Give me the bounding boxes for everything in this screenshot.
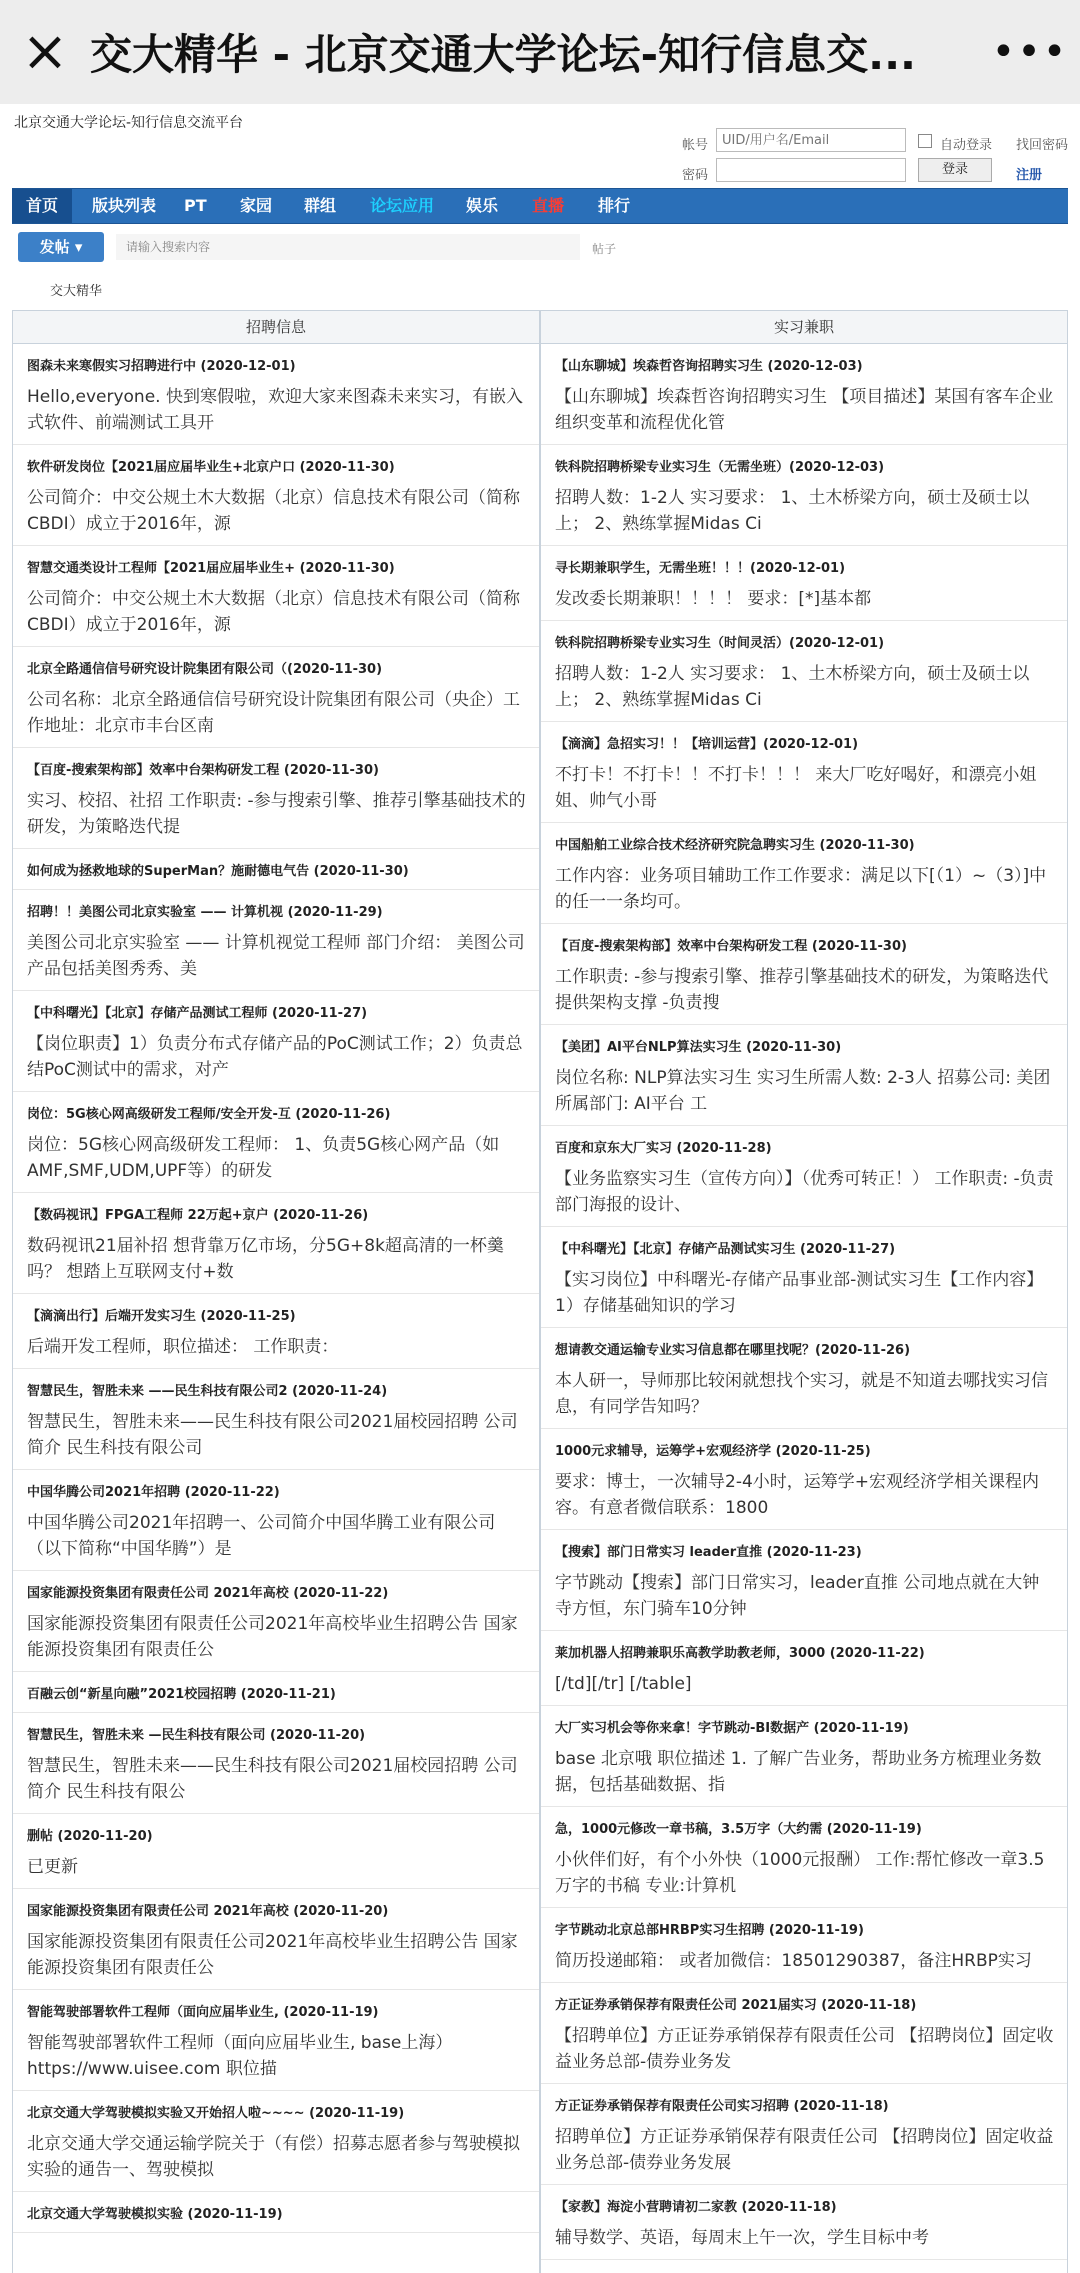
post-excerpt: [/td][/tr] [/table] bbox=[555, 1674, 692, 1694]
auto-login-label: 自动登录 bbox=[940, 138, 993, 153]
post-title[interactable]: 【滴滴】急招实习！！【培训运营】(2020-12-01) bbox=[555, 737, 859, 752]
post-excerpt: 不打卡！不打卡！！不打卡！！！ 来大厂吃好喝好，和漂亮小姐姐、帅气小哥 bbox=[555, 765, 1037, 811]
post-title[interactable]: 【百度-搜索架构部】效率中台架构研发工程 (2020-11-30) bbox=[555, 939, 907, 954]
list-item[interactable] bbox=[13, 1369, 539, 1470]
internship-header: 实习兼职 bbox=[541, 311, 1067, 344]
register-link[interactable]: 注册 bbox=[1016, 168, 1043, 183]
site-logo-text: 北京交通大学论坛-知行信息交流平台 bbox=[14, 115, 244, 131]
list-item[interactable] bbox=[541, 1983, 1067, 2084]
post-title[interactable]: 智能驾驶部署软件工程师（面向应届毕业生, (2020-11-19) bbox=[27, 2005, 379, 2020]
list-item[interactable] bbox=[13, 1814, 539, 1889]
main-nav bbox=[12, 188, 1068, 224]
post-excerpt: 岗位名称: NLP算法实习生 实习生所需人数: 2-3人 招募公司: 美团所属部门: AI平台 工 bbox=[555, 1068, 1051, 1114]
post-title[interactable]: 删帖 (2020-11-20) bbox=[27, 1829, 153, 1844]
recruitment-list bbox=[13, 344, 539, 2233]
list-item[interactable] bbox=[541, 546, 1067, 621]
post-title[interactable]: 【搜索】部门日常实习 leader直推 (2020-11-23) bbox=[555, 1545, 862, 1560]
post-title[interactable]: 【山东聊城】埃森哲咨询招聘实习生 (2020-12-03) bbox=[555, 359, 863, 374]
search-bar bbox=[12, 228, 1068, 268]
post-title[interactable]: 【数码视讯】FPGA工程师 22万起+京户 (2020-11-26) bbox=[27, 1208, 369, 1223]
list-item[interactable] bbox=[13, 2192, 539, 2233]
nav-item-groups[interactable]: 群组 bbox=[304, 196, 337, 215]
list-item[interactable] bbox=[13, 647, 539, 748]
browser-titlebar bbox=[0, 0, 1080, 104]
list-item[interactable] bbox=[13, 1990, 539, 2091]
list-item[interactable] bbox=[541, 722, 1067, 823]
post-title[interactable]: 百度和京东大厂实习 (2020-11-28) bbox=[555, 1141, 772, 1156]
nav-item-home[interactable]: 首页 bbox=[12, 189, 72, 223]
post-title[interactable]: 国家能源投资集团有限责任公司 2021年高校 (2020-11-20) bbox=[27, 1904, 389, 1919]
list-item[interactable] bbox=[13, 344, 539, 445]
post-excerpt: 国家能源投资集团有限责任公司2021年高校毕业生招聘公告 国家能源投资集团有限责任公 bbox=[27, 1932, 518, 1978]
list-item[interactable] bbox=[541, 1429, 1067, 1530]
post-excerpt: 中国华腾公司2021年招聘一、公司简介中国华腾工业有限公司（以下简称“中国华腾”）是 bbox=[27, 1513, 496, 1559]
list-item[interactable] bbox=[13, 890, 539, 991]
post-title[interactable]: 北京交通大学驾驶模拟实验 (2020-11-19) bbox=[27, 2207, 283, 2222]
list-item[interactable] bbox=[13, 1193, 539, 1294]
account-row bbox=[682, 128, 1072, 156]
post-title[interactable]: 如何成为拯救地球的SuperMan？施耐德电气告 (2020-11-30) bbox=[27, 864, 409, 879]
post-excerpt: 本人研一，导师那比较闲就想找个实习，就是不知道去哪找实习信息，有同学告知吗？ bbox=[555, 1371, 1048, 1417]
post-excerpt: 实习、校招、社招 工作职责: -参与搜索引擎、推荐引擎基础技术的研发，为策略迭代提 bbox=[27, 791, 526, 837]
nav-item-entertainment[interactable]: 娱乐 bbox=[466, 196, 499, 215]
post-title[interactable]: 【中科曙光】【北京】存储产品测试实习生 (2020-11-27) bbox=[555, 1242, 896, 1257]
window-title: 交大精华 - 北京交通大学论坛-知行信息交... bbox=[90, 30, 916, 79]
search-input[interactable]: 请输入搜索内容 bbox=[116, 234, 580, 260]
list-item[interactable] bbox=[13, 849, 539, 890]
post-title[interactable]: 【家教】海淀小营聘请初二家教 (2020-11-18) bbox=[555, 2200, 837, 2215]
post-excerpt: 智慧民生，智胜未来——民生科技有限公司2021届校园招聘 公司简介 民生科技有限公 bbox=[27, 1756, 518, 1802]
post-title[interactable]: 莱加机器人招聘兼职乐高教学助教老师，3000 (2020-11-22) bbox=[555, 1646, 925, 1661]
recruitment-column bbox=[12, 310, 540, 2273]
forum-page bbox=[0, 104, 1080, 2273]
post-title[interactable]: 招聘！！美图公司北京实验室 —— 计算机视 (2020-11-29) bbox=[27, 905, 383, 920]
post-excerpt: 美图公司北京实验室 —— 计算机视觉工程师 部门介绍： 美图公司产品包括美图秀秀、美 bbox=[27, 933, 525, 979]
post-excerpt: Hello,everyone. 快到寒假啦，欢迎大家来图森未来实习，有嵌入式软件、前端测试工具开 bbox=[27, 387, 523, 433]
post-title[interactable]: 【中科曙光】【北京】存储产品测试工程师 (2020-11-27) bbox=[27, 1006, 368, 1021]
post-excerpt: 字节跳动【搜索】部门日常实习，leader直推 公司地点就在大钟寺方恒，东门骑车10分钟 bbox=[555, 1573, 1040, 1619]
list-item[interactable] bbox=[541, 344, 1067, 445]
post-excerpt: 招聘人数：1-2人 实习要求： 1、土木桥梁方向，硕士及硕士以上； 2、熟练掌握Midas Ci bbox=[555, 488, 1030, 534]
post-title[interactable]: 方正证券承销保荐有限责任公司 2021届实习 (2020-11-18) bbox=[555, 1998, 917, 2013]
list-item[interactable] bbox=[13, 1889, 539, 1990]
post-title[interactable]: 智慧民生，智胜未来 ——民生科技有限公司2 (2020-11-24) bbox=[27, 1384, 388, 1399]
internship-column bbox=[540, 310, 1068, 2273]
list-item[interactable] bbox=[541, 1908, 1067, 1983]
list-item[interactable] bbox=[13, 1672, 539, 1713]
list-item[interactable] bbox=[13, 748, 539, 849]
nav-item-apps[interactable]: 论坛应用 bbox=[370, 196, 435, 215]
post-title[interactable]: 【百度-搜索架构部】效率中台架构研发工程 (2020-11-30) bbox=[27, 763, 379, 778]
list-item[interactable] bbox=[13, 1294, 539, 1369]
post-title[interactable]: 智慧交通类设计工程师【2021届应届毕业生+ (2020-11-30) bbox=[27, 561, 395, 576]
post-excerpt: 发改委长期兼职！！！！ 要求：[*]基本都 bbox=[555, 589, 872, 609]
post-title[interactable]: 【美团】AI平台NLP算法实习生 (2020-11-30) bbox=[555, 1040, 842, 1055]
post-title[interactable]: 国家能源投资集团有限责任公司 2021年高校 (2020-11-22) bbox=[27, 1586, 389, 1601]
post-excerpt: 后端开发工程师，职位描述： 工作职责： bbox=[27, 1337, 339, 1357]
post-title[interactable]: 铁科院招聘桥梁专业实习生（无需坐班）(2020-12-03) bbox=[555, 460, 885, 475]
post-excerpt: 北京交通大学交通运输学院关于（有偿）招募志愿者参与驾驶模拟实验的通告一、驾驶模拟 bbox=[27, 2134, 520, 2180]
post-excerpt: 公司名称：北京全路通信信号研究设计院集团有限公司（央企）工作地址：北京市丰台区南 bbox=[27, 690, 520, 736]
post-title[interactable]: 中国船舶工业综合技术经济研究院急聘实习生 (2020-11-30) bbox=[555, 838, 915, 853]
list-item[interactable] bbox=[541, 1706, 1067, 1807]
post-title[interactable]: 寻长期兼职学生，无需坐班！！！(2020-12-01) bbox=[555, 561, 846, 576]
login-button[interactable]: 登录 bbox=[918, 158, 992, 182]
nav-item-live[interactable]: 直播 bbox=[532, 196, 565, 215]
post-excerpt: 招聘单位】方正证券承销保荐有限责任公司 【招聘岗位】固定收益业务总部-债券业务发展 bbox=[555, 2127, 1054, 2173]
more-options-icon[interactable]: ••• bbox=[991, 29, 1069, 75]
post-title[interactable]: 想请教交通运输专业实习信息都在哪里找呢？(2020-11-26) bbox=[555, 1343, 911, 1358]
post-title[interactable]: 铁科院招聘桥梁专业实习生（时间灵活）(2020-12-01) bbox=[555, 636, 885, 651]
post-excerpt: 数码视讯21届补招 想背靠万亿市场，分5G+8k超高清的一杯羹吗？ 想踏上互联网支付+数 bbox=[27, 1236, 504, 1282]
auto-login-checkbox[interactable] bbox=[918, 134, 932, 148]
password-row bbox=[682, 158, 1072, 186]
breadcrumb[interactable]: 交大精华 bbox=[50, 284, 103, 299]
list-item[interactable] bbox=[13, 991, 539, 1092]
search-type[interactable]: 帖子 bbox=[592, 242, 617, 256]
list-item[interactable] bbox=[541, 823, 1067, 924]
nav-item-pt[interactable]: PT bbox=[184, 196, 207, 215]
post-excerpt: 国家能源投资集团有限责任公司2021年高校毕业生招聘公告 国家能源投资集团有限责任公 bbox=[27, 1614, 518, 1660]
post-excerpt: 【业务监察实习生（宣传方向）】（优秀可转正！） 工作职责: -负责部门海报的设计、 bbox=[555, 1169, 1054, 1215]
password-input[interactable] bbox=[716, 158, 906, 182]
list-item[interactable] bbox=[541, 1025, 1067, 1126]
post-excerpt: 简历投递邮箱： 或者加微信：18501290387，备注HRBP实习 bbox=[555, 1951, 1032, 1971]
post-excerpt: 【实习岗位】中科曙光-存储产品事业部-测试实习生【工作内容】1）存储基础知识的学习 bbox=[555, 1270, 1044, 1316]
post-title[interactable]: 方正证券承销保荐有限责任公司实习招聘 (2020-11-18) bbox=[555, 2099, 889, 2114]
list-item[interactable] bbox=[541, 445, 1067, 546]
post-excerpt: 【岗位职责】1）负责分布式存储产品的PoC测试工作；2）负责总结PoC测试中的需求，对产 bbox=[27, 1034, 523, 1080]
post-excerpt: 工作内容：业务项目辅助工作工作要求：满足以下[（1）~（3）]中的任一一条均可。 bbox=[555, 866, 1047, 912]
account-input[interactable] bbox=[716, 128, 906, 152]
post-excerpt: 智能驾驶部署软件工程师（面向应届毕业生, base上海）https://www.uisee.com 职位描 bbox=[27, 2033, 453, 2079]
list-item[interactable] bbox=[541, 1530, 1067, 1631]
list-item[interactable] bbox=[541, 1807, 1067, 1908]
close-icon[interactable]: × bbox=[21, 19, 69, 84]
list-item[interactable] bbox=[13, 1470, 539, 1571]
post-excerpt: 公司简介：中交公规土木大数据（北京）信息技术有限公司（简称CBDI）成立于2016年，源 bbox=[27, 589, 520, 635]
post-title[interactable]: 急，1000元修改一章书稿，3.5万字（大约需 (2020-11-19) bbox=[555, 1822, 922, 1837]
list-item[interactable] bbox=[13, 1571, 539, 1672]
list-item[interactable] bbox=[541, 1126, 1067, 1227]
post-excerpt: base 北京哦 职位描述 1. 了解广告业务，帮助业务方梳理业务数据，包括基础数据、指 bbox=[555, 1749, 1042, 1795]
post-excerpt: 智慧民生，智胜未来——民生科技有限公司2021届校园招聘 公司简介 民生科技有限公司 bbox=[27, 1412, 518, 1458]
post-title[interactable]: 软件研发岗位【2021届应届毕业生+北京户口 (2020-11-30) bbox=[27, 460, 395, 475]
list-item[interactable] bbox=[13, 445, 539, 546]
list-item[interactable] bbox=[541, 1631, 1067, 1706]
internship-list bbox=[541, 344, 1067, 2260]
post-excerpt: 【招聘单位】方正证券承销保荐有限责任公司 【招聘岗位】固定收益业务总部-债券业务发 bbox=[555, 2026, 1054, 2072]
post-excerpt: 小伙伴们好，有个小外快（1000元报酬） 工作:帮忙修改一章3.5万字的书稿 专业:计算机 bbox=[555, 1850, 1045, 1896]
list-item[interactable] bbox=[541, 2185, 1067, 2260]
site-header bbox=[0, 104, 1080, 190]
list-item[interactable] bbox=[541, 924, 1067, 1025]
post-excerpt: 要求：博士，一次辅导2-4小时，运筹学+宏观经济学相关课程内容。有意者微信联系：1800 bbox=[555, 1472, 1040, 1518]
list-item[interactable] bbox=[541, 621, 1067, 722]
password-label: 密码 bbox=[682, 168, 709, 183]
nav-item-ranking[interactable]: 排行 bbox=[598, 196, 631, 215]
post-title[interactable]: 岗位：5G核心网高级研发工程师/安全开发-互 (2020-11-26) bbox=[27, 1107, 391, 1122]
post-excerpt: 辅导数学、英语，每周末上午一次，学生目标中考 bbox=[555, 2228, 929, 2248]
list-item[interactable] bbox=[541, 1328, 1067, 1429]
list-item[interactable] bbox=[13, 1092, 539, 1193]
post-title[interactable]: 百融云创“新星向融”2021校园招聘 (2020-11-21) bbox=[27, 1687, 336, 1702]
post-title[interactable]: 字节跳动北京总部HRBP实习生招聘 (2020-11-19) bbox=[555, 1923, 864, 1938]
post-title[interactable]: 智慧民生，智胜未来 —民生科技有限公司 (2020-11-20) bbox=[27, 1728, 366, 1743]
account-label: 帐号 bbox=[682, 138, 709, 153]
post-title[interactable]: 北京交通大学驾驶模拟实验又开始招人啦~~~~ (2020-11-19) bbox=[27, 2106, 405, 2121]
forgot-password-link[interactable]: 找回密码 bbox=[1016, 138, 1069, 153]
list-item[interactable] bbox=[541, 2084, 1067, 2185]
post-excerpt: 岗位：5G核心网高级研发工程师： 1、负责5G核心网产品（如AMF,SMF,UDM,UPF等）的研发 bbox=[27, 1135, 500, 1181]
post-title[interactable]: 大厂实习机会等你来拿！字节跳动-BI数据产 (2020-11-19) bbox=[555, 1721, 909, 1736]
post-title[interactable]: 【滴滴出行】后端开发实习生 (2020-11-25) bbox=[27, 1309, 296, 1324]
recruitment-header: 招聘信息 bbox=[13, 311, 539, 344]
list-item[interactable] bbox=[13, 546, 539, 647]
nav-item-home-garden[interactable]: 家园 bbox=[240, 196, 273, 215]
list-item[interactable] bbox=[13, 1713, 539, 1814]
post-button[interactable]: 发帖 ▾ bbox=[18, 232, 104, 262]
post-excerpt: 工作职责: -参与搜索引擎、推荐引擎基础技术的研发，为策略迭代提供架构支撑 -负责搜 bbox=[555, 967, 1049, 1013]
post-title[interactable]: 北京全路通信信号研究设计院集团有限公司（(2020-11-30) bbox=[27, 662, 383, 677]
post-title[interactable]: 1000元求辅导，运筹学+宏观经济学 (2020-11-25) bbox=[555, 1444, 871, 1459]
post-excerpt: 招聘人数：1-2人 实习要求： 1、土木桥梁方向，硕士及硕士以上； 2、熟练掌握Midas Ci bbox=[555, 664, 1030, 710]
list-item[interactable] bbox=[541, 1227, 1067, 1328]
post-title[interactable]: 图森未来寒假实习招聘进行中 (2020-12-01) bbox=[27, 359, 296, 374]
post-title[interactable]: 中国华腾公司2021年招聘 (2020-11-22) bbox=[27, 1485, 280, 1500]
post-excerpt: 【山东聊城】埃森哲咨询招聘实习生 【项目描述】某国有客车企业组织变革和流程优化管 bbox=[555, 387, 1054, 433]
post-excerpt: 公司简介：中交公规土木大数据（北京）信息技术有限公司（简称CBDI）成立于2016年，源 bbox=[27, 488, 520, 534]
post-excerpt: 已更新 bbox=[27, 1857, 78, 1877]
list-item[interactable] bbox=[13, 2091, 539, 2192]
nav-item-forums[interactable]: 版块列表 bbox=[92, 196, 157, 215]
